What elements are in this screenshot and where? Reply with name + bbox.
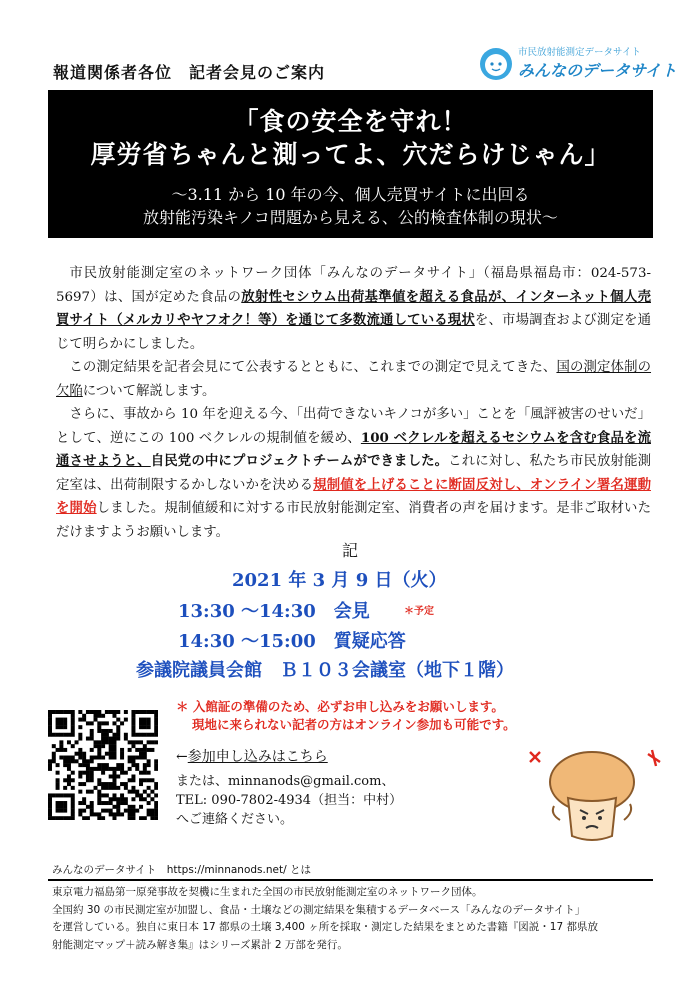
bold-text: 自民党の中にプロジェクトチームができました。 xyxy=(150,453,449,469)
text-run: しました。規制値緩和に対する市民放射能測定室、消費者の声を届けます。是非ご取材いただけますようお願いします。 xyxy=(56,501,651,540)
qr-code-icon[interactable] xyxy=(48,710,158,820)
text-run: この測定結果を記者会見にて公表するとともに、これまでの測定で見えてきた、 xyxy=(69,360,557,375)
paragraph-2 xyxy=(56,356,651,403)
title-line-1: 「食の安全を守れ！ xyxy=(233,107,468,136)
contact-closing: へご連絡ください。 xyxy=(176,812,294,827)
contact-email: または、minnanods@gmail.com、 xyxy=(176,774,395,789)
event-time-qa: 14:30 ～15:00 質疑応答 xyxy=(178,631,406,652)
event-time-conference: 13:30 ～14:30 会見 xyxy=(178,601,370,622)
ki-heading: 記 xyxy=(342,541,359,560)
logo xyxy=(478,42,678,88)
paragraph-3 xyxy=(56,403,651,544)
apply-link-label: 参加申し込みはこちら xyxy=(187,749,328,765)
title-line-2: 厚労省ちゃんと測ってよ、穴だらけじゃん」 xyxy=(90,140,611,169)
underlined-text: 国の測定体制の欠陥 xyxy=(56,360,652,399)
about-line-3: を運営している。独自に東日本 17 都県の土壌 3,400 ヶ所を採取・測定した結果をまとめた書籍『図説・17 都県放 xyxy=(52,921,598,933)
logo-name: みんなのデータサイト xyxy=(518,61,677,80)
logo-tagline: 市民放射能測定データサイト xyxy=(518,47,641,58)
divider xyxy=(48,879,653,881)
left-arrow-icon: ← xyxy=(176,749,188,765)
paragraph-1 xyxy=(56,262,651,356)
red-emphasis-text: 規制値を上げることに断固反対し、オンライン署名運動を開始 xyxy=(56,476,651,516)
subtitle-line-1: ～3.11 から 10 年の今、個人売買サイトに出回る xyxy=(171,185,530,204)
contact-phone: TEL: 090-7802-4934（担当：中村） xyxy=(176,793,403,808)
text-run: を、市場調査および測定を通じて明らかにしました。 xyxy=(56,313,651,352)
about-text xyxy=(52,884,652,954)
apply-link[interactable] xyxy=(176,746,328,766)
logo-mascot-icon xyxy=(478,46,514,82)
text-run: 市民放射能測定室のネットワーク団体「みんなのデータサイト」（福島県福島市：024-573-5697）は、国が定めた食品の xyxy=(56,266,651,305)
subtitle-line-2: 放射能汚染キノコ問題から見える、公的検査体制の現状～ xyxy=(143,208,558,227)
event-venue: 参議院議員会館 Ｂ１０３会議室（地下１階） xyxy=(136,660,514,681)
event-time-note: ＊予定 xyxy=(404,606,434,617)
notice-line-1: ＊ 入館証の準備のため、必ずお申し込みをお願いします。 xyxy=(176,699,504,714)
title-banner xyxy=(48,90,653,238)
text-run: さらに、事故から 10 年を迎える今、「出荷できないキノコが多い」ことを「風評被害のせいだ」として、逆にこの 100 ベクレルの規制値を緩め、 xyxy=(56,407,651,446)
emphasis-text: 放射性セシウム出荷基準値を超える食品が、インターネット個人売買サイト（メルカリやヤフオク！等）を通じて多数流通している現状 xyxy=(56,288,651,328)
notice-line-2: 現地に来られない記者の方はオンライン参加も可能です。 xyxy=(192,717,516,732)
about-line-4: 射能測定マップ＋読み解き集』はシリーズ累計 2 万部を発行。 xyxy=(52,938,348,951)
text-run: これに対し、私たち市民放射能測定室は、出荷制限するかしないかを決める xyxy=(56,454,652,493)
about-line-2: 全国約 30 の市民測定室が加盟し、食品・土壌などの測定結果を集積するデータベース「みんなのデータサイト」 xyxy=(52,903,586,916)
event-date: 2021 年 3 月 9 日（火） xyxy=(232,570,447,591)
text-run: について解説します。 xyxy=(82,383,216,399)
about-heading: みんなのデータサイト https://minnanods.net/ とは xyxy=(52,864,311,876)
about-line-1: 東京電力福島第一原発事故を契機に生まれた全国の市民放射能測定室のネットワーク団体。 xyxy=(52,886,483,898)
salutation: 報道関係者各位 記者会見のご案内 xyxy=(53,63,326,82)
emphasis-text: 100 ベクレルを超えるセシウムを含む食品を流通させようと、 xyxy=(56,429,651,469)
angry-mushroom-mascot-icon xyxy=(520,740,670,850)
press-release-body xyxy=(56,262,651,544)
